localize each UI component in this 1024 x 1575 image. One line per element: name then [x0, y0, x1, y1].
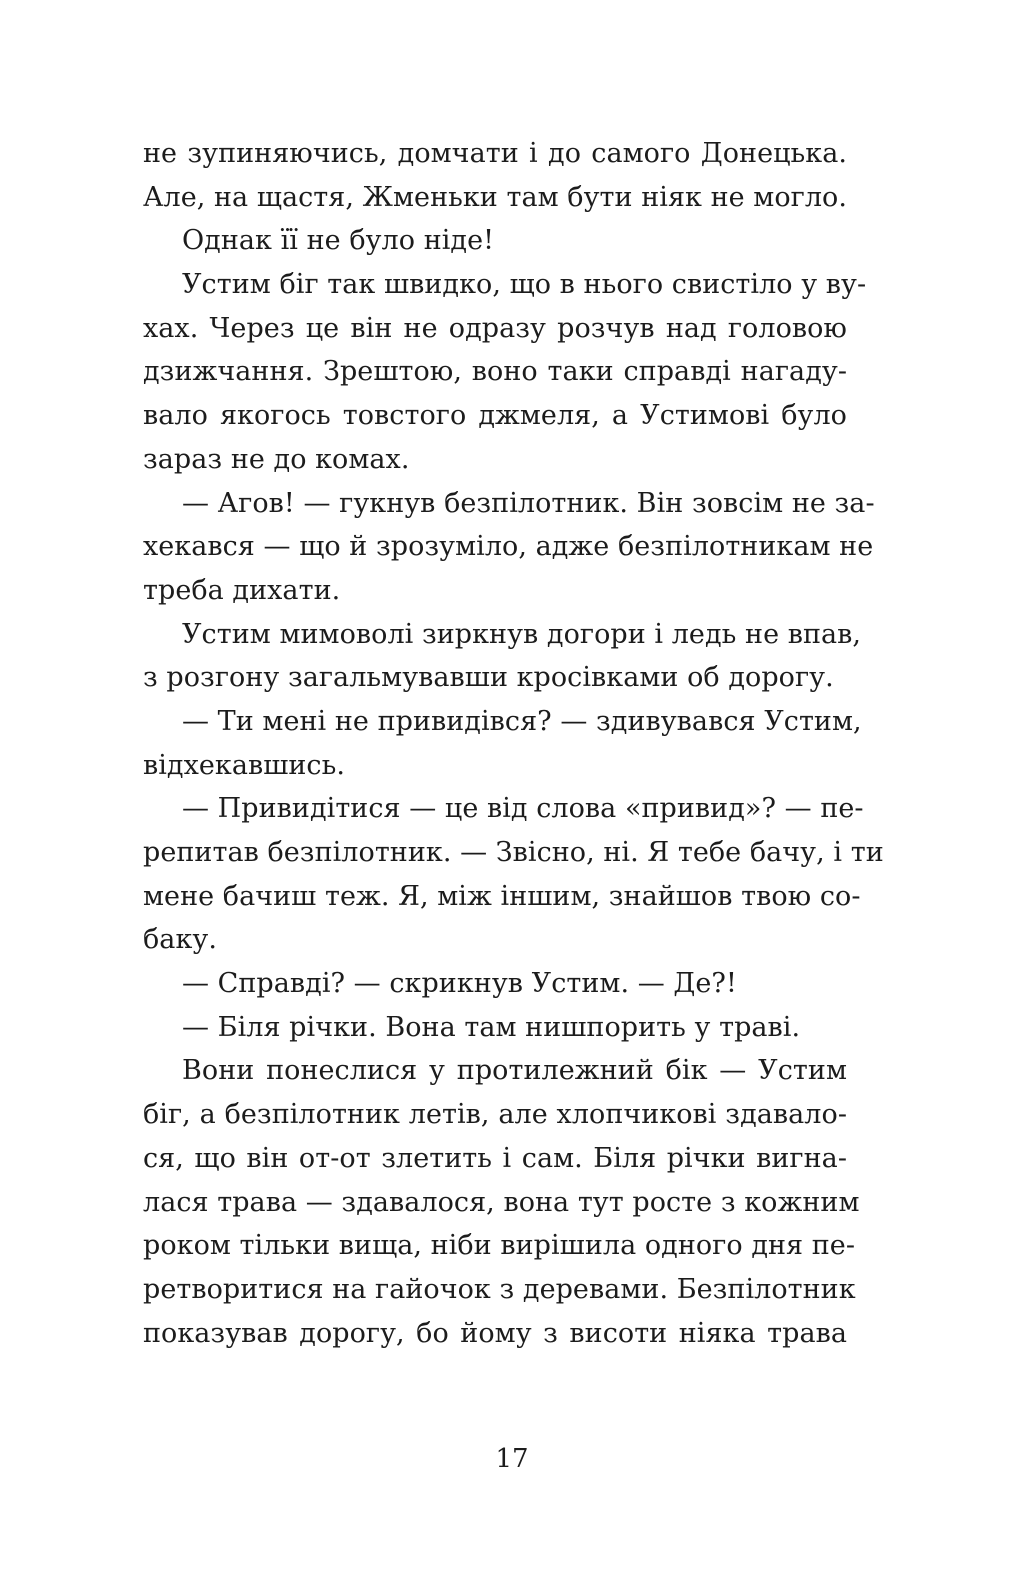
text-line: з розгону загальмувавши кросівками об дорогу.	[143, 662, 834, 694]
text-line: Однак її не було ніде!	[182, 225, 495, 257]
text-line: ретворитися на гайочок з деревами. Безпілотник	[143, 1273, 856, 1305]
text-line: не зупиняючись, домчати і до самого Донецька.	[143, 138, 847, 169]
text-line: Устим біг так швидко, що в нього свистіло у ву-	[182, 269, 867, 301]
text-line: вало якогось товстого джмеля, а Устимові було	[143, 400, 847, 432]
body-text	[143, 132, 884, 1355]
text-line: — Справді? — скрикнув Устим. — Де?!	[182, 968, 737, 1000]
text-line: — Ти мені не привидівся? — здивувався Устим,	[182, 705, 862, 737]
text-line: роком тільки вища, ніби вирішила одного дня пе-	[143, 1230, 855, 1262]
text-line: Устим мимоволі зиркнув догори і ледь не впав,	[182, 618, 862, 650]
text-line: ся, що він от-от злетить і сам. Біля річки вигна-	[143, 1142, 847, 1174]
text-line: — Привидітися — це від слова «привид»? — пе-	[182, 793, 864, 825]
text-line: дзижчання. Зрештою, воно таки справді нагаду-	[143, 356, 847, 388]
text-line: мене бачиш теж. Я, між іншим, знайшов твою со-	[143, 880, 861, 912]
text-line: — Біля річки. Вона там нишпорить у траві.	[182, 1011, 801, 1043]
text-line: хах. Через це він не одразу розчув над головою	[143, 312, 847, 344]
text-line: Вони понеслися у протилежний бік — Устим	[182, 1055, 847, 1087]
text-line: біг, а безпілотник летів, але хлопчикові здавало-	[143, 1099, 847, 1131]
text-line: треба дихати.	[143, 574, 341, 606]
text-line: відхекавшись.	[143, 749, 345, 781]
text-line: Але, на щастя, Жменьки там бути ніяк не могло.	[143, 181, 847, 213]
text-line: хекався — що й зрозуміло, адже безпілотникам не	[143, 531, 874, 563]
text-line: репитав безпілотник. — Звісно, ні. Я тебе бачу, і ти	[143, 837, 884, 868]
text-line: баку.	[143, 924, 217, 956]
page-number: 17	[495, 1444, 529, 1474]
text-line: показував дорогу, бо йому з висоти ніяка трава	[143, 1317, 847, 1349]
text-line: зараз не до комах.	[143, 443, 410, 475]
text-line: лася трава — здавалося, вона тут росте з кожним	[143, 1186, 860, 1218]
text-line: — Агов! — гукнув безпілотник. Він зовсім не за-	[182, 487, 875, 519]
